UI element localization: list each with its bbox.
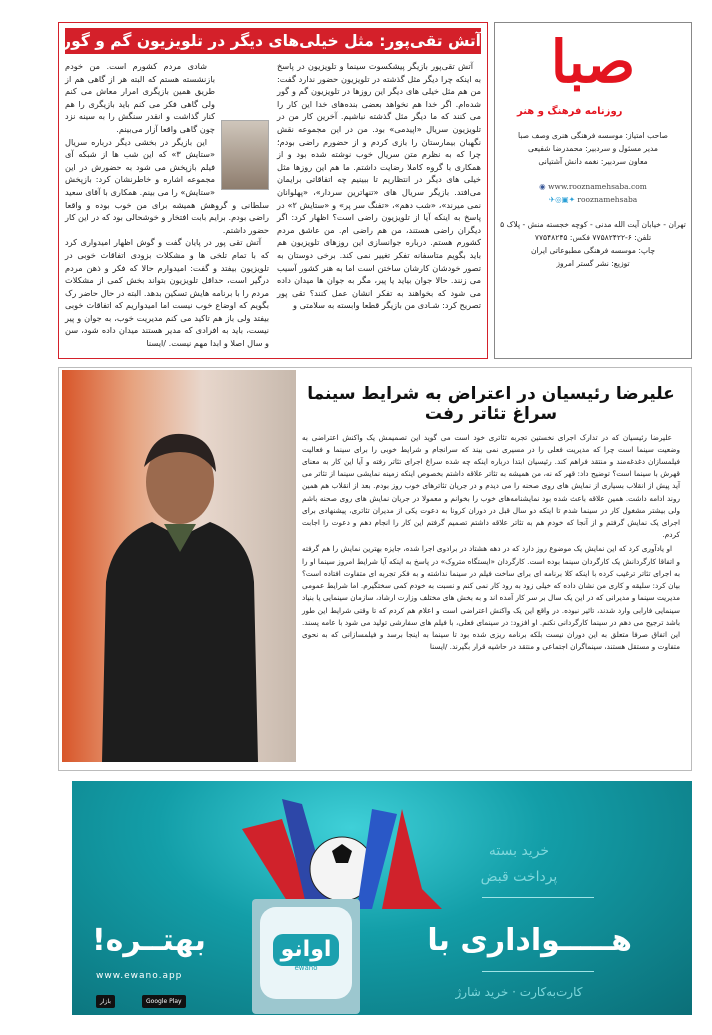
phone-line: تلفن: ۶-۷۷۵۸۲۴۲۲ فکس: ۷۷۵۴۸۲۴۵ xyxy=(534,233,652,242)
print-line: چاپ: موسسه فرهنگی مطبوعاتی ایران xyxy=(530,246,656,255)
social-handle[interactable] xyxy=(499,193,687,206)
staff-credits xyxy=(499,129,687,168)
service-text: کارت‌به‌کارت xyxy=(519,984,583,999)
fan-props-graphic xyxy=(222,789,462,909)
service-text: خرید شارژ xyxy=(455,984,509,999)
social-text: rooznamehsaba xyxy=(577,195,638,204)
masthead xyxy=(494,22,692,359)
divider xyxy=(482,971,594,972)
second-article xyxy=(58,367,692,771)
article-paragraph: آتش تقی‌پور بازیگر پیشکسوت سینما و تلویزیون در پاسخ به اینکه چرا دیگر مثل گذشته در تلویزیون حضور ندارد گفت: من هم مثل خیلی های دیگر این روزها در تلویزیون گم و گور شده‌ام. اگر خدا هم نخواهد بعضی بنده‌های خدا این کار را می کنند که ما دیگر مثل گذشته نباشیم. آخرین کار من در تلویزیون سریال «اپیدمی» بود. من در این مجموعه نقش نگهبان بیمارستان را بازی کردم و از حضورم راضی بودم؛ چرا که به نظرم متن سریال خوب نوشته شده بود و از همکاری با گروه کاملا رضایت داشتم. ما هم این روزها مثل خیلی های دیگر در انتظاریم تا ببینیم چه اتفاقاتی برایمان می‌افتد. بازیگر سریال های «تنهاترین سردار»، «پهلوانان نمی میرند»، «شب دهم»، «تفنگ سر پر» و «ستایش ۲» در پاسخ به اینکه آیا از تلویزیون راضی است؟ اظهار کرد: اگر دیگران راضی هستند، من هم راضی ام. من عاشق مردم کشورم هستم. درباره جوانسازی این روزهای تلویزیون هم باید بگویم متاسفانه تفکر تغییر نمی کند. برخی دوستان به تصور خودشان کارشان ساختن است اما به هنر کشور آسیب می زنند. حالا جوان بیاید یا پیر، مگر به جوان ها میدان داده می شود که بخواهند به تفکر انشان عمل کنند؟ تقی پور تصریح کرد: شـادی من بازیگر قطعا وابسته به سلامتی و xyxy=(277,61,481,311)
top-row xyxy=(0,22,692,359)
article-paragraph: علیرضا رئیسیان که در تدارک اجرای نخستین تجربه تئاتری خود است می گوید این تصمیمش یک واکنش اعتراضی به وضعیت سینما است چرا که مدیریت فعلی را در مسیری نمی بیند که سرانجام و شرایط خوبی را برای سینما و فعالیت فیلمسازان دغدغه‌مند و منتقد فراهم کند. رئیسیان ابتدا درباره اینکه چه شده سراغ اجرای تئاتر رفته و آیا این کار به معنای قهرش با سینما است؟ توضیح داد: قهر که نه، من همیشه به تئاتر علاقه داشتم بخصوص اینکه زمینه نمایشی سینما از تئاتر می آید پیش از انقلاب بسیاری از نمایش های روی صحنه را می دیدم و در جریان تئاترهای خوب روز بودم. بعد از انقلاب هم همین روند ادامه داشت. همین علاقه باعث شده بود نمایشنامه‌های خوب را بخوانم و معمولا در جریان نمایش های روی صحنه باشم ولی بیشتر مشغول کار در سینما شدم تا اینکه دو سال قبل در دوران کرونا به دعوت یکی از مدیران تئاتری، پیشنهادی برای اجرای یک نمایش گرفتم و از آنجا که خودم هم به تئاتر علاقه داشتم تصمیم گرفتم این کار را انجام دهم و دعوت را اجابت کردم. xyxy=(302,432,680,540)
top-article-left-column xyxy=(65,60,269,350)
bazaar-badge[interactable]: بازار xyxy=(96,995,115,1008)
ewano-advertisement[interactable] xyxy=(72,781,692,1015)
ad-url[interactable]: www.ewano.app xyxy=(96,970,183,981)
second-article-headline: علیرضا رئیسیان در اعتراض به شرایط سینما سراغ تئاتر رفت xyxy=(307,383,675,424)
service-item: پرداخت قبض xyxy=(480,868,558,885)
website-text: www.rooznamehsaba.com xyxy=(548,182,647,191)
article-paragraph: او یادآوری کرد که این نمایش یک موضوع روز دارد که در دهه هشتاد در برادوی اجرا شده، جایزه بهترین نمایش را هم گرفته و اتفاقا کارگردانش یک کارگردان سینما بوده است. کارگردان «ایستگاه متروک» در پاسخ به اینکه آیا شرایط امروز سینما او را به اجرای تئاتر ترغیب کرده با اینکه کلا برنامه ای برای ساخت فیلم در سینما نداشته و به فکر تجربه ای متفاوت افتاده است؟ بیان کرد: سلیقه و کاری من نشان داده که خیلی زود به رود کار نمی کنم و نسبت به خودم کمی سختگیرم. اما شرایط عمومی مدیریت سینما و مدیرانی که در این یک سال بر سر کار آمده اند و به بخش های مختلف وزارت ارشاد، سازمان سینمایی یا بنیاد سینمایی فارابی وارد شدند، تاثیر نبوده. در واقع این یک واکنش اعتراضی است و اعلام هم کردم که تا وقتی شرایط این طور باشد ترجیح می دهم در سینما کارگردانی نکنم. او افزود: در سینمای فعلی، با فیلم های سفارشی تولید می شود با عامه پسند. این اتفاق صرفا متعلق به این دوران نیست بلکه برنامه ریزی شده بود تا سینما به اینجا برسد و فیلمسازانی که به نحوی متفاوت و مستقل هستند، سینماگران اجتماعی و منتقد در حاشیه قرار بگیرند. /ایسنا xyxy=(302,544,680,652)
newspaper-logo xyxy=(511,28,675,117)
web-links xyxy=(499,180,687,206)
article-paragraph: این بازیگر در بخشی دیگر درباره سریال «ستایش ۳» که این شب ها از شبکه آی فیلم بازپخش می شود به حضورش در این مجموعه اشاره و خاطرنشان کرد: بازپخش «ستایش» را می بینم. همکاری با آقای سعید سلطانی و گروهش همیشه برای من خوب بوده و واقعا راضی بودم. برایم بابت افتخار و خوشحالی بود که در این کار حضور داشتم. xyxy=(65,136,269,235)
credit-line: مدیر مسئول و سردبیر: محمدرضا شفیعی xyxy=(527,144,659,153)
second-article-text xyxy=(296,370,688,762)
top-article xyxy=(0,22,488,359)
divider xyxy=(482,897,594,898)
ad-headline-left: بهتــره! xyxy=(92,922,206,958)
google-play-badge[interactable]: Google Play xyxy=(142,995,186,1008)
service-item: خرید بسته xyxy=(488,842,550,859)
top-article-columns xyxy=(65,60,481,350)
brand-logo: اوانو xyxy=(273,934,340,966)
website-link[interactable] xyxy=(499,180,687,193)
contact-info xyxy=(499,218,687,270)
ewano-app-box xyxy=(252,899,360,1014)
article-photo xyxy=(62,370,296,762)
globe-icon: ◉ xyxy=(539,182,546,191)
credit-line: صاحب امتیاز: موسسه فرهنگی هنری وصف صبا xyxy=(518,131,668,140)
address-line: تهران - خیابان آیت الله مدنی - کوچه خجسته منش - پلاک ۵ xyxy=(500,220,686,229)
logo-subtitle: روزنامه فرهنگ و هنر xyxy=(517,106,623,117)
social-icons: ✈◎▣✦ xyxy=(548,195,575,204)
top-article-headline: آتش تقی‌پور: مثل خیلی‌های دیگر در تلویزیون گم و گور شده‌ام! xyxy=(65,28,481,54)
ad-headline-right: هـــــوادارى با xyxy=(427,922,632,958)
service-item: کارت‌به‌کارت · خرید شارژ xyxy=(455,984,583,999)
brand-logo-en: ewano xyxy=(294,963,318,972)
person-figure xyxy=(92,412,262,762)
article-paragraph: آتش تقی پور در پایان گفت و گوش اظهار امیدواری کرد که با تمام تلخی ها و مشکلات بزودی اتفاقات خوبی در تلویزیون بیفتد و گفت: امیدوارم حالا که فکر و ذهن مردم درگیر است، حداقل تلویزیون بتواند بخش کمی از مشکلات مردم را با برنامه هایش تسکین بدهد. البته در حال حاضر رک بگویم که اوضاع خوب نیست اما امیدواریم که اتفاقات خوبی بیفتد ولی باز هم تاکید می کنم مدیریت خوب، به جوان و پیر نیست، باید به افرادی که مدیر هستند میدان داده شود، سن و سال اصلا و ابدا مهم نیست. /ایسنا xyxy=(65,237,269,349)
small-portrait xyxy=(221,120,269,190)
logo-text: صبا xyxy=(550,28,636,96)
article-paragraph: شادی مردم کشورم است. من خودم بازنشسته هستم که البته هر از گاهی هم از طریق همین بازیگری امرار معاش می کنم ولی گاهی فکر می کنم باید بازیگری را هم کنار گذاشت و انقدر سنگش را به سینه نزد چون گاهی واقعا آزار می‌بینم. xyxy=(65,61,215,134)
distribution-line: توزیع: نشر گستر امروز xyxy=(556,259,630,268)
top-article-right-column xyxy=(277,60,481,350)
ewano-logo-icon xyxy=(260,907,352,999)
second-article-body xyxy=(302,432,680,654)
credit-line: معاون سردبیر: نغمه دانش آشتیانی xyxy=(538,157,648,166)
